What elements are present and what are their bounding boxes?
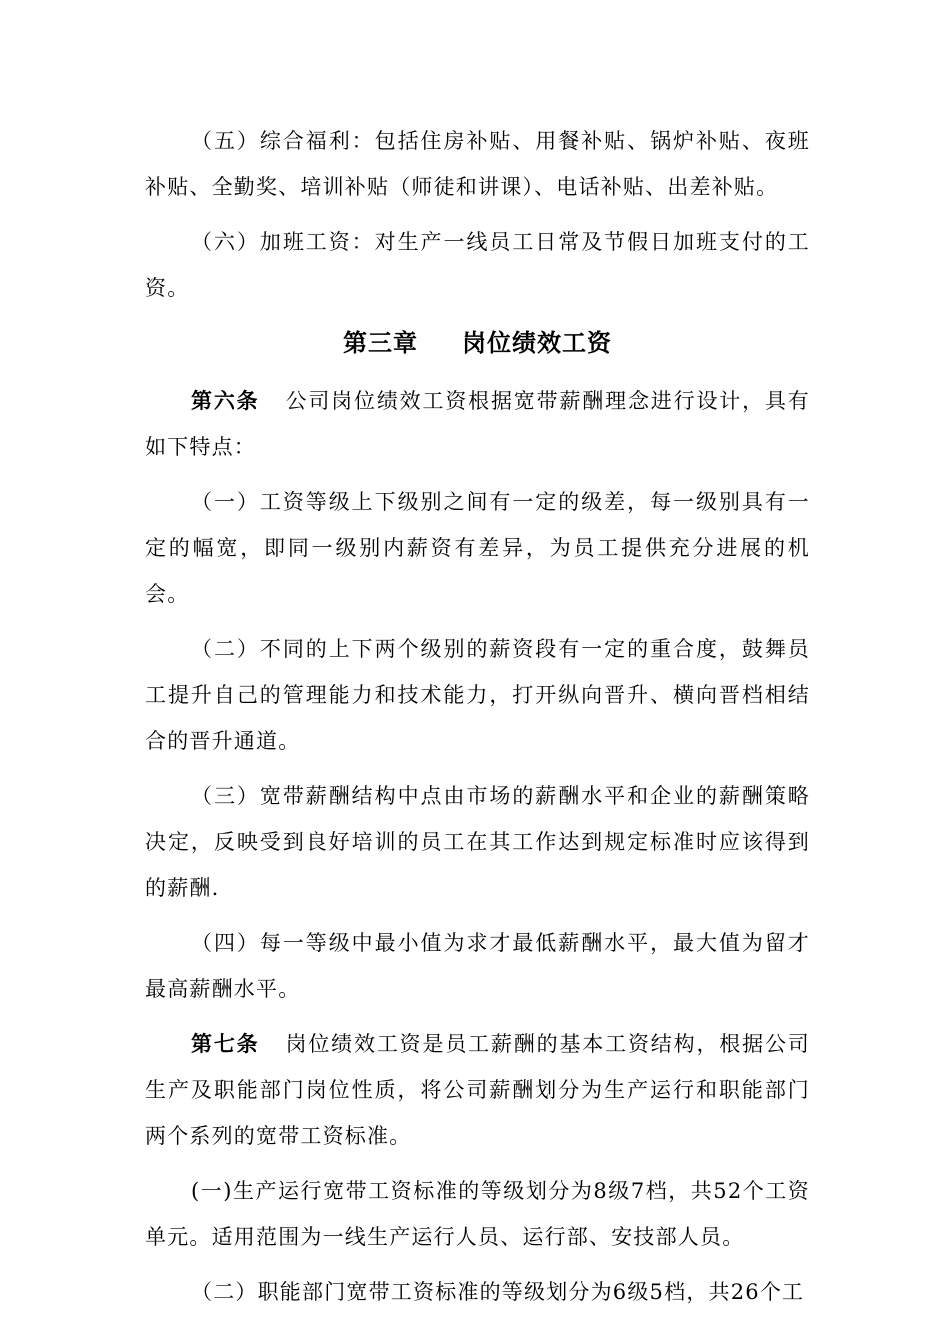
article-6-text: 公司岗位绩效工资根据宽带薪酬理念进行设计，具有如下特点： [145, 389, 810, 459]
article-7-item-1: (一)生产运行宽带工资标准的等级划分为8级7档，共52个工资单元。适用范围为一线生产运行人员、运行部、安技部人员。 [145, 1179, 810, 1249]
article-6-item-3: （三）宽带薪酬结构中点由市场的薪酬水平和企业的薪酬策略决定，反映受到良好培训的员工在其工作达到规定标准时应该得到的薪酬. [145, 784, 810, 900]
article-7-label: 第七条 [191, 1032, 260, 1056]
chapter-number: 第三章 [343, 329, 418, 357]
article-6 [145, 378, 810, 470]
chapter-title: 岗位绩效工资 [462, 329, 612, 357]
article-6-item-2: （二）不同的上下两个级别的薪资段有一定的重合度，鼓舞员工提升自己的管理能力和技术能力，打开纵向晋升、横向晋档相结合的晋升通道。 [145, 637, 810, 753]
chapter-heading [145, 320, 810, 366]
article-6-label: 第六条 [191, 389, 260, 413]
article-7-text: 岗位绩效工资是员工薪酬的基本工资结构，根据公司生产及职能部门岗位性质，将公司薪酬划分为生产运行和职能部门两个系列的宽带工资标准。 [145, 1032, 810, 1148]
article-7-item-2: （二）职能部门宽带工资标准的等级划分为6级5档，共26个工 [191, 1280, 805, 1304]
article-6-item-1: （一）工资等级上下级别之间有一定的级差，每一级别具有一定的幅宽，即同一级别内薪资有差异，为员工提供充分进展的机会。 [145, 490, 810, 606]
document-page [145, 118, 810, 1324]
paragraph-overtime: （六）加班工资：对生产一线员工日常及节假日加班支付的工资。 [145, 230, 810, 300]
paragraph-benefits: （五）综合福利：包括住房补贴、用餐补贴、锅炉补贴、夜班补贴、全勤奖、培训补贴（师徒和讲课）、电话补贴、出差补贴。 [145, 129, 810, 199]
article-6-item-4: （四）每一等级中最小值为求才最低薪酬水平，最大值为留才最高薪酬水平。 [145, 931, 810, 1001]
article-7 [145, 1021, 810, 1159]
